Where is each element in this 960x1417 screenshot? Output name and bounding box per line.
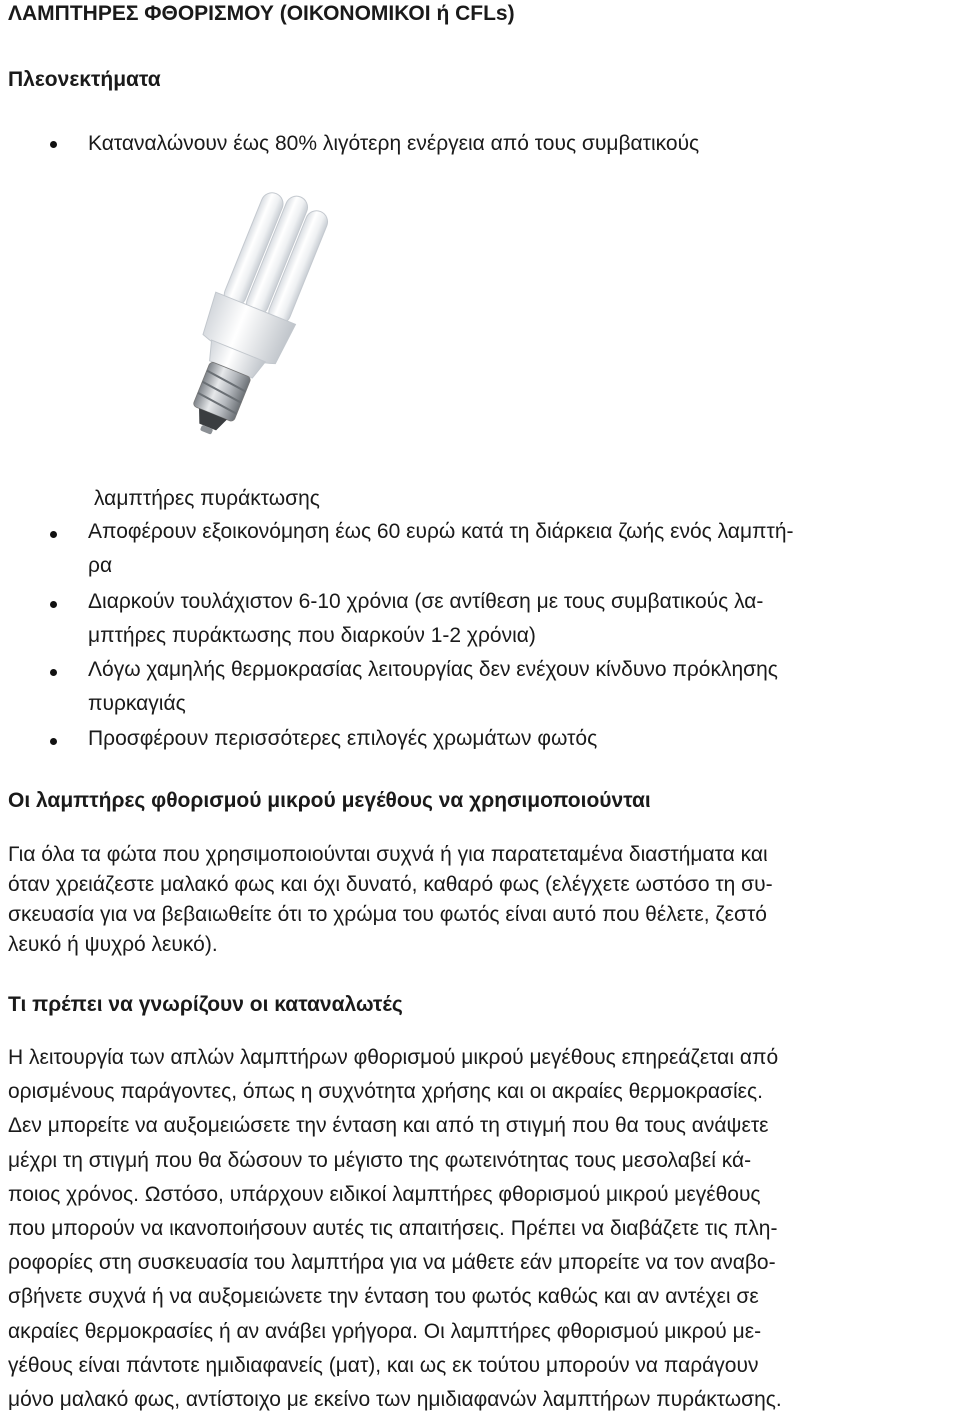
- paragraph-line: ορισμένους παράγοντες, όπως η συχνότητα χρήσης και οι ακραίες θερμοκρασίες.: [8, 1080, 763, 1104]
- bullet-text: πυρκαγιάς: [88, 692, 186, 715]
- bullet-text: Αποφέρουν εξοικονόμηση έως 60 ευρώ κατά τη διάρκεια ζωής ενός λαμπτή-: [88, 520, 794, 543]
- paragraph-line: ροφορίες στη συσκευασία του λαμπτήρα για να μάθετε εάν μπορείτε να τον αναβο-: [8, 1251, 776, 1275]
- paragraph-line: ακραίες θερμοκρασίες ή αν ανάβει γρήγορα. Οι λαμπτήρες φθορισμού μικρού με-: [8, 1319, 762, 1343]
- section-heading-consumers: Τι πρέπει να γνωρίζουν οι καταναλωτές: [8, 993, 403, 1016]
- bullet-text: Λόγω χαμηλής θερμοκρασίας λειτουργίας δεν ενέχουν κίνδυνο πρόκλησης: [88, 658, 778, 681]
- bullet-dot-icon: [50, 669, 57, 676]
- paragraph-line: λευκό ή ψυχρό λευκό).: [8, 933, 218, 956]
- paragraph-line: μόνο μαλακό φως, αντίστοιχο με εκείνο των ημιδιαφανών λαμπτήρων πυράκτωσης.: [8, 1388, 782, 1412]
- paragraph-line: σκευασία για να βεβαιωθείτε ότι το χρώμα του φωτός είναι αυτό που θέλετε, ζεστό: [8, 903, 767, 926]
- paragraph-line: Δεν μπορείτε να αυξομειώσετε την ένταση και από τη στιγμή που θα τους ανάψετε: [8, 1114, 769, 1138]
- paragraph-line: όταν χρειάζεστε μαλακό φως και όχι δυνατό, καθαρό φως (ελέγχετε ωστόσο τη συ-: [8, 873, 773, 896]
- paragraph-line: μέχρι τη στιγμή που θα δώσουν το μέγιστο της φωτεινότητας τους μεσολαβεί κά-: [8, 1148, 752, 1172]
- paragraph-line: ποιος χρόνος. Ωστόσο, υπάρχουν ειδικοί λαμπτήρες φθορισμού μικρού μεγέθους: [8, 1182, 761, 1206]
- bullet-dot-icon: [50, 738, 57, 745]
- paragraph-line: σβήνετε συχνά ή να αυξομειώνετε την ένταση του φωτός καθώς και αν αντέχει σε: [8, 1285, 759, 1309]
- cfl-bulb-image: [125, 182, 365, 472]
- bullet-text: Καταναλώνουν έως 80% λιγότερη ενέργεια από τους συμβατικούς: [88, 132, 700, 155]
- bullet-text: μπτήρες πυράκτωσης που διαρκούν 1-2 χρόνια): [88, 624, 536, 647]
- bullet-text: Προσφέρουν περισσότερες επιλογές χρωμάτων φωτός: [88, 727, 598, 750]
- section-heading-usage: Οι λαμπτήρες φθορισμού μικρού μεγέθους να χρησιμοποιούνται: [8, 789, 651, 812]
- paragraph-line: γέθους είναι πάντοτε ημιδιαφανείς (ματ), και ως εκ τούτου μπορούν να παράγουν: [8, 1353, 759, 1377]
- bullet-dot-icon: [50, 141, 57, 148]
- document-title: ΛΑΜΠΤΗΡΕΣ ΦΘΟΡΙΣΜΟΥ (ΟΙΚΟΝΟΜΙΚΟΙ ή CFLs): [8, 2, 515, 25]
- bullet-text: ρα: [88, 554, 113, 577]
- bullet-text: Διαρκούν τουλάχιστον 6-10 χρόνια (σε αντίθεση με τους συμβατικούς λα-: [88, 590, 764, 613]
- paragraph-consumers: [8, 1041, 958, 1417]
- paragraph-line: Η λειτουργία των απλών λαμπτήρων φθορισμού μικρού μεγέθους επηρεάζεται από: [8, 1046, 779, 1069]
- bullet-dot-icon: [50, 601, 57, 608]
- paragraph-line: Για όλα τα φώτα που χρησιμοποιούνται συχνά ή για παρατεταμένα διαστήματα και: [8, 843, 768, 866]
- paragraph-line: που μπορούν να ικανοποιήσουν αυτές τις απαιτήσεις. Πρέπει να διαβάζετε τις πλη-: [8, 1217, 778, 1241]
- bullet-dot-icon: [50, 531, 57, 538]
- paragraph-usage: [8, 840, 958, 960]
- bullet-text: λαμπτήρες πυράκτωσης: [94, 487, 320, 510]
- advantages-heading: Πλεονεκτήματα: [8, 68, 161, 91]
